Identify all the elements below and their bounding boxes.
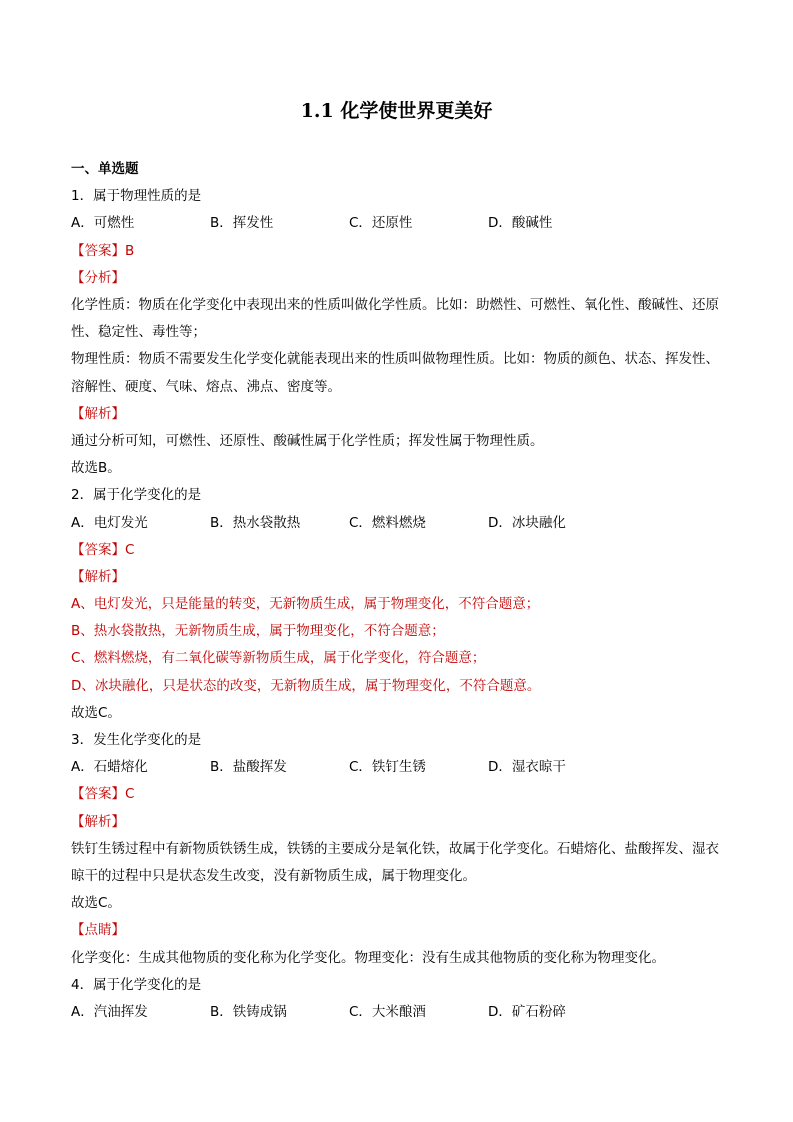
q2-explanation-tag: 【解析】 bbox=[71, 568, 125, 585]
q2-options bbox=[71, 510, 731, 537]
document-body bbox=[71, 156, 731, 1026]
q3-explanation-tag: 【解析】 bbox=[71, 813, 125, 830]
q2-option-c: C．燃料燃烧 bbox=[349, 514, 426, 531]
q2-explanation-b: B、热水袋散热，无新物质生成，属于物理变化，不符合题意； bbox=[71, 623, 445, 640]
q1-analysis-paragraph-1: 化学性质：物质在化学变化中表现出来的性质叫做化学性质。比如：助燃性、可燃性、氧化性、酸碱性、还原性、稳定性、毒性等； bbox=[71, 296, 719, 341]
q1-option-c: C．还原性 bbox=[349, 215, 413, 232]
q4-options bbox=[71, 999, 731, 1026]
document-title: 1.1 化学使世界更美好 bbox=[300, 100, 493, 122]
q1-analysis-paragraph-2: 物理性质：物质不需要发生化学变化就能表现出来的性质叫做物理性质。比如：物质的颜色、状态、挥发性、溶解性、硬度、气味、熔点、沸点、密度等。 bbox=[71, 351, 719, 395]
q2-option-b: B．热水袋散热 bbox=[210, 514, 301, 531]
q2-option-a: A．电灯发光 bbox=[71, 514, 148, 531]
q2-stem: 2．属于化学变化的是 bbox=[71, 487, 202, 504]
q1-conclusion: 故选B。 bbox=[71, 460, 121, 477]
q3-option-a: A．石蜡熔化 bbox=[71, 759, 148, 776]
q2-conclusion: 故选C。 bbox=[71, 704, 121, 721]
q3-comment: 化学变化：生成其他物质的变化称为化学变化。物理变化：没有生成其他物质的变化称为物理变化。 bbox=[71, 949, 665, 966]
q3-answer: 【答案】C bbox=[71, 786, 135, 803]
q1-stem: 1．属于物理性质的是 bbox=[71, 188, 202, 205]
q1-options bbox=[71, 210, 731, 237]
q2-explanation-d: D、冰块融化，只是状态的改变，无新物质生成，属于物理变化，不符合题意。 bbox=[71, 677, 541, 694]
q3-comment-tag: 【点睛】 bbox=[71, 922, 125, 939]
q1-option-d: D．酸碱性 bbox=[488, 215, 553, 232]
q3-option-d: D．湿衣晾干 bbox=[488, 759, 566, 776]
section-heading: 一、单选题 bbox=[71, 161, 139, 177]
q4-option-a: A．汽油挥发 bbox=[71, 1003, 148, 1020]
q4-option-c: C．大米酿酒 bbox=[349, 1003, 426, 1020]
q2-explanation-c: C、燃料燃烧，有二氧化碳等新物质生成，属于化学变化，符合题意； bbox=[71, 650, 486, 667]
q2-option-d: D．冰块融化 bbox=[488, 514, 566, 531]
q1-answer: 【答案】B bbox=[71, 242, 135, 259]
q4-stem: 4．属于化学变化的是 bbox=[71, 976, 202, 993]
q2-answer: 【答案】C bbox=[71, 541, 135, 558]
q1-option-b: B．挥发性 bbox=[210, 215, 274, 232]
q3-conclusion: 故选C。 bbox=[71, 895, 121, 912]
q3-options bbox=[71, 754, 731, 781]
q3-option-b: B．盐酸挥发 bbox=[210, 759, 287, 776]
q3-explanation: 铁钉生锈过程中有新物质铁锈生成，铁锈的主要成分是氧化铁，故属于化学变化。石蜡熔化、盐酸挥发、湿衣晾干的过程中只是状态发生改变，没有新物质生成，属于物理变化。 bbox=[71, 840, 719, 884]
q4-option-b: B．铁铸成锅 bbox=[210, 1003, 287, 1020]
q3-option-c: C．铁钉生锈 bbox=[349, 759, 426, 776]
q1-explanation-tag: 【解析】 bbox=[71, 405, 125, 422]
q1-analysis-tag: 【分析】 bbox=[71, 269, 125, 286]
q4-option-d: D．矿石粉碎 bbox=[488, 1003, 566, 1020]
q3-stem: 3．发生化学变化的是 bbox=[71, 732, 202, 748]
q1-explanation: 通过分析可知，可燃性、还原性、酸碱性属于化学性质；挥发性属于物理性质。 bbox=[71, 432, 544, 449]
q2-explanation-a: A、电灯发光，只是能量的转变，无新物质生成，属于物理变化，不符合题意； bbox=[71, 596, 540, 613]
q1-option-a: A．可燃性 bbox=[71, 215, 135, 232]
